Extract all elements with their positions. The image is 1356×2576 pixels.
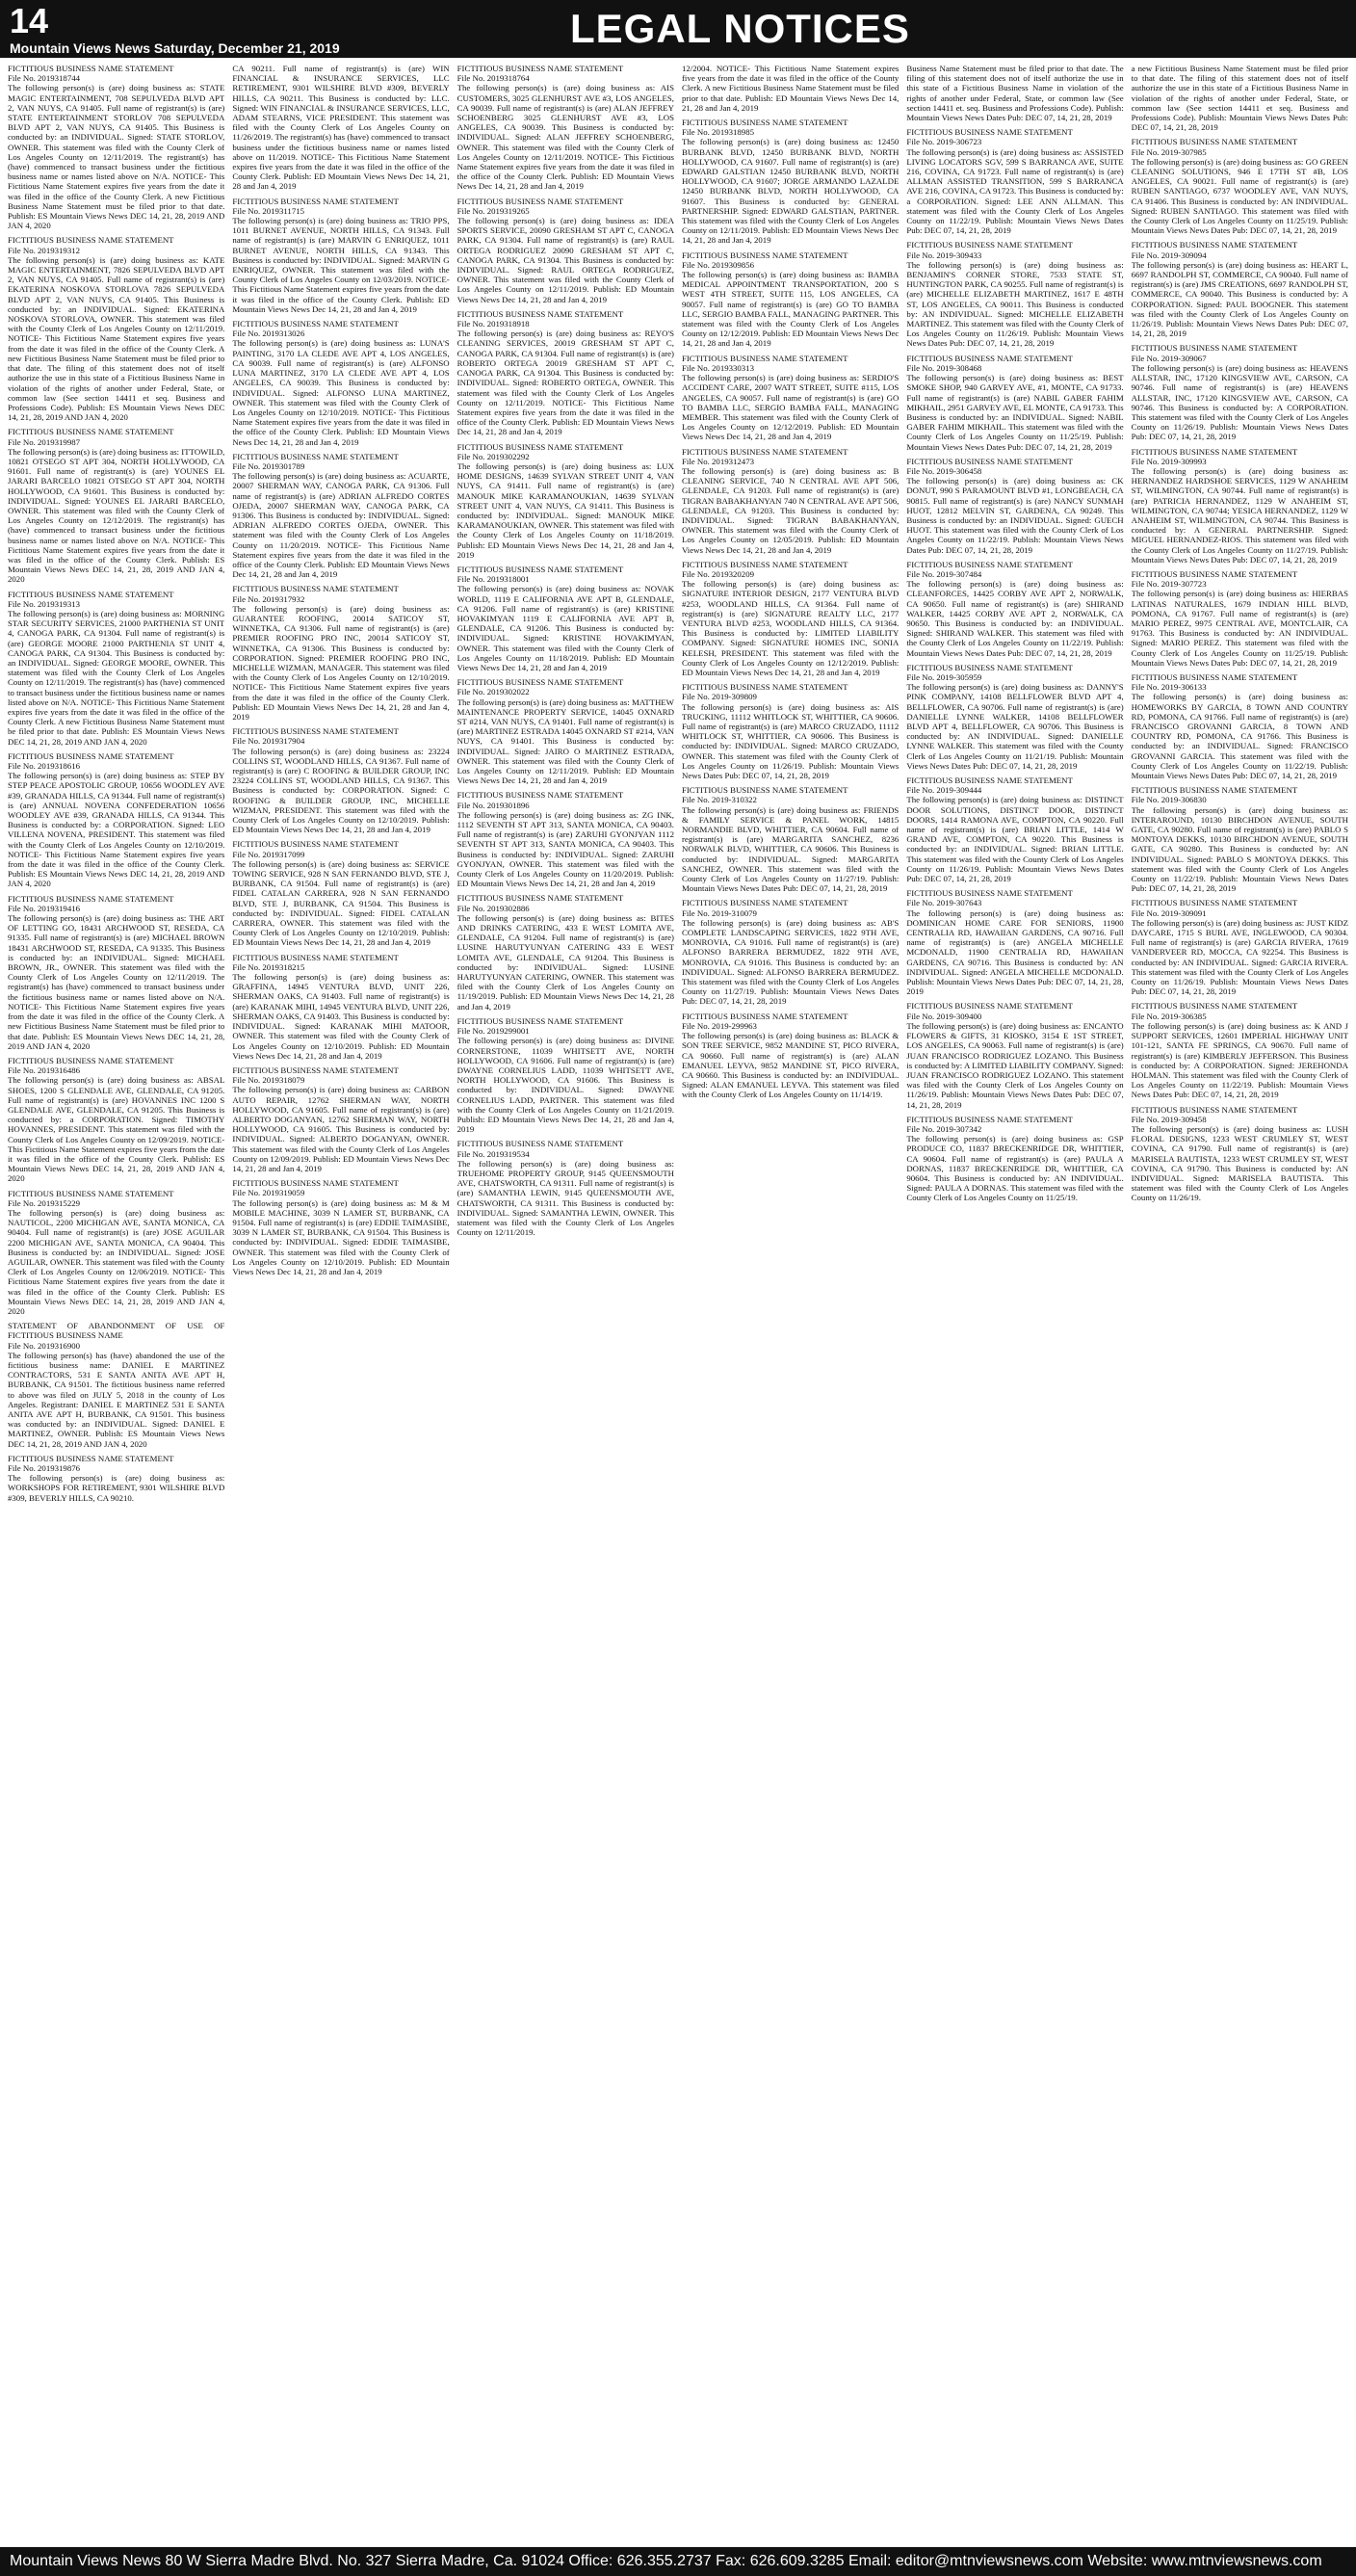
- notice-heading: FICTITIOUS BUSINESS NAME STATEMENT: [232, 1178, 399, 1189]
- notice-heading: FICTITIOUS BUSINESS NAME STATEMENT: [8, 1453, 174, 1463]
- notice-body: The following person(s) is (are) doing business as: 23224 COLLINS ST, WOODLAND HILLS, CA 91367. Full name of registrant(s) is (are) C ROOFING & BUILDER GROUP, INC 23224 COLLINS ST, WOODLAND HILLS, CA 91367. This Business is conducted by: CORPORATION. Signed: C ROOFING & BUILDER GROUP, INC, MICHELLE WIZMAN, PRESIDENT. This statement was filed with the County Clerk of Los Angeles County on 12/10/2019. Publish: ED Mountain Views News Dec 14, 21, 28 and Jan 4, 2019: [232, 746, 450, 835]
- legal-notice: [906, 1115, 1123, 1203]
- notice-file-number: File No. 2019299001: [456, 1026, 530, 1037]
- legal-notice: [906, 457, 1123, 555]
- notice-body: The following person(s) has (have) abandoned the use of the fictitious business name: DANIEL E MARTINEZ CONTRACTORS, 531 E SANTA ANITA AVE APT H, BURBANK, CA 91501. The fictitious business name referred to above was filed on JULY 5, 2018 in the county of Los Angeles. Registrant: DANIEL E MARTINEZ 531 E SANTA ANITA AVE APT H, BURBANK, CA 91501. This business was conducted by: an INDIVIDUAL. Signed: DANIEL E MARTINEZ, OWNER. Publish: ES Mountain Views News DEC 14, 21, 28, 2019 AND JAN 4, 2020: [8, 1350, 225, 1449]
- notice-heading: FICTITIOUS BUSINESS NAME STATEMENT: [681, 353, 848, 363]
- legal-notice: [232, 726, 449, 834]
- notice-body: The following person(s) is (are) doing business as: ITTOWILD, 10821 OTSEGO ST APT 304, NORTH HOLLYWOOD, CA 91601. Full name of registrant(s) is (are) YOUNES EL JARARI BARCELO 10821 OTSEGO ST APT 304, NORTH HOLLYWOOD, CA 91601. This Business is conducted by: INDIVIDUAL. Signed: YOUNES EL JARARI BARCELO, OWNER. This statement was filed with the County Clerk of Los Angeles County on 12/12/2019. The registrant(s) has (have) commenced to transact business under the fictitious business name or names listed above on N/A. NOTICE- This Fictitious Name Statement expires five years from the date it was filed in the office of the County Clerk. Publish: ES Mountain Views News DEC 14, 21, 28, 2019 AND JAN 4, 2020: [8, 446, 225, 585]
- notice-body: The following person(s) is (are) doing business as: SIGNATURE INTERIOR DESIGN, 2177 VENTURA BLVD #253, WOODLAND HILLS, CA 91364. Full name of registrant(s) is (are) SIGNATURE REALTY LLC, 2177 VENTURA BLVD #253, WOODLAND HILLS, CA 91364. This Business is conducted by: LIMITED LIABILITY COMPANY. Signed: SIGNATURE HOMES INC, SONIA KELESH, PRESIDENT. This statement was filed with the County Clerk of Los Angeles County on 12/12/2019. Publish: ED Mountain Views News Dec 14, 21, 28 and Jan 4, 2019: [681, 579, 900, 677]
- legal-notice: [457, 64, 674, 192]
- notice-body: 12/2004. NOTICE- This Fictitious Name Statement expires five years from the date it was filed in the office of the County Clerk. A new Fictitious Business Name Statement must be filed prior to that date. Publish: ED Mountain Views News Dec 14, 21, 28 and Jan 4, 2019: [681, 64, 900, 113]
- notice-body: The following person(s) is (are) doing business as: STEP BY STEP PEACE APOSTOLIC GROUP, 10656 WOODLEY AVE #39, GRANADA HILLS, CA 91344. Full name of registrant(s) is (are) ANNUAL NOVENA CONFEDERATION 10656 WOODLEY AVE #39, GRANADA HILLS, CA 91344. This Business is conducted by: a CORPORATION. Signed: LEO VILLENA NOVENA, PRESIDENT. This statement was filed with the County Clerk of Los Angeles County on 12/10/2019. NOTICE- This Fictitious Name Statement expires five years from the date it was filed in the office of the County Clerk. Publish: ES Mountain Views News DEC 14, 21, 28, 2019 AND JAN 4, 2020: [8, 771, 225, 889]
- notice-file-number: File No. 2019-307723: [1131, 579, 1207, 590]
- notice-body: The following person(s) is (are) doing business as: DOMINICAN HOME CARE FOR SENIORS, 11900 CENTRALIA RD, HAWAIIAN GARDENS, CA 90716. Full name of registrant(s) is (are) ANGELA MICHELLE MCDONALD, 11900 CENTRALIA RD, HAWAIIAN GARDENS, CA 90716. This Business is conducted by: AN INDIVIDUAL. Signed: ANGELA MICHELLE MCDONALD. Publish: Mountain Views News Dates Pub: DEC 07, 14, 21, 28, 2019: [906, 907, 1124, 997]
- notice-body: The following person(s) is (are) doing business as: MATTHEW MAINTENANCE PROPERTY SERVICE, 14045 OXNARD ST #214, VAN NUYS, CA 91401. Full name of registrant(s) is (are) MARTINEZ ESTRADA 14045 OXNARD ST #214, VAN NUYS, CA 91401. This Business is conducted by: INDIVIDUAL. Signed: JAIRO O MARTINEZ ESTRADA, OWNER. This statement was filed with the County Clerk of Los Angeles County on 12/11/2019. Publish: ED Mountain Views News Dec 14, 21, 28 and Jan 4, 2019: [456, 697, 674, 786]
- notice-file-number: File No. 2019-306385: [1131, 1011, 1207, 1021]
- legal-notice: [906, 775, 1123, 883]
- legal-notice: [8, 1454, 224, 1503]
- notice-body: The following person(s) is (are) doing business as: DANNY'S PINK COMPANY, 14108 BELLFLOWER BLVD APT 4, BELLFLOWER, CA 90706. Full name of registrant(s) is (are) DANIELLE LYNNE WALKER, 14108 BELLFLOWER BLVD APT 4, BELLFLOWER, CA 90706. This Business is conducted by: AN INDIVIDUAL. Signed: DANIELLE LYNNE WALKER. This statement was filed with the County Clerk of Los Angeles County on 11/21/19. Publish: Mountain Views News Dates Pub: DEC 07, 14, 21, 28, 2019: [906, 682, 1124, 771]
- page-footer: [0, 2547, 1356, 2576]
- notice-body: The following person(s) is (are) doing business as: TRUEHOME PROPERTY GROUP, 9145 QUEENSMOUTH AVE, CHATSWORTH, CA 91311. Full name of registrant(s) is (are) SAMANTHA LEWIN, 9145 QUEENSMOUTH AVE, CHATSWORTH, CA 91311. This Business is conducted by: INDIVIDUAL. Signed: SAMANTHA LEWIN, OWNER. This statement was filed with the County Clerk of Los Angeles County on 12/11/2019.: [456, 1158, 674, 1238]
- legal-notice: [906, 354, 1123, 452]
- notice-heading: FICTITIOUS BUSINESS NAME STATEMENT: [681, 559, 848, 569]
- notice-body: The following person(s) is (are) doing business as: HERNANDEZ HARDSHOE SERVICES, 1129 W ANAHEIM ST, WILMINGTON, CA 90744. Full name of registrant(s) is (are) PATRICIA HERNANDEZ, 1129 W ANAHEIM ST, WILMINGTON, CA 90744; YESICA HERNANDEZ, 1129 W ANAHEIM ST, WILMINGTON, CA 90744. This Business is conducted by: A GENERAL PARTNERSHIP. Signed: MIGUEL HERNANDEZ-RIOS. This statement was filed with the County Clerk of Los Angeles County on 11/27/19. Publish: Mountain Views News Dates Pub: DEC 07, 14, 21, 28, 2019: [1131, 465, 1348, 565]
- notice-body: The following person(s) is (are) doing business as: AIS TRUCKING, 11112 WHITLOCK ST, WHITTIER, CA 90606. Full name of registrant(s) is (are) MARCO CRUZADO, 11112 WHITLOCK ST, WHITTIER, CA 90606. This Business is conducted by: INDIVIDUAL. Signed: MARCO CRUZADO, OWNER. This statement was filed with the County Clerk of Los Angeles County on 11/26/19. Publish: Mountain Views News Dates Pub: DEC 07, 14, 21, 28, 2019: [681, 701, 900, 781]
- notice-heading: FICTITIOUS BUSINESS NAME STATEMENT: [456, 308, 624, 319]
- notice-heading: FICTITIOUS BUSINESS NAME STATEMENT: [456, 196, 624, 206]
- legal-notice: [457, 309, 674, 437]
- notice-body: Business Name Statement must be filed prior to that date. The filing of this statement does not of itself authorize the use in this state of a Fictitious Business Name in violation of the rights of another under Federal, State, or common law (See section 14411 et. seq. Business and Professions Code). Publish: Mountain Views News Dates Pub: DEC 07, 14, 21, 28, 2019: [906, 64, 1124, 123]
- legal-notice: [232, 953, 449, 1061]
- notice-file-number: File No. 2019301789: [232, 460, 305, 471]
- legal-notice: [1132, 672, 1348, 780]
- notice-body: The following person(s) is (are) doing business as: MORNING STAR SECURITY SERVICES, 21000 PARTHENIA ST UNIT 4, CANOGA PARK, CA 91304. Full name of registrant(s) is (are) GEORGE MOORE 21000 PARTHENIA ST UNIT 4, CANOGA PARK, CA 91304. This Business is conducted by: an INDIVIDUAL. Signed: GEORGE MOORE, OWNER. This statement was filed with the County Clerk of Los Angeles County on 12/11/2019. The registrant(s) has (have) commenced to transact business under the fictitious business name or names listed above on N/A. NOTICE- This Fictitious Name Statement expires five years from the date it was filed in the office of the County Clerk. A new Fictitious Business Name Statement must be filed prior to that date. Publish: ES Mountain Views News DEC 14, 21, 28, 2019 AND JAN 4, 2020: [8, 608, 225, 747]
- legal-notice: [457, 893, 674, 1011]
- notice-file-number: File No. 2019-309091: [1131, 907, 1207, 918]
- legal-notice: [232, 64, 449, 192]
- legal-notice: [1132, 1105, 1348, 1203]
- legal-notice: [1132, 64, 1348, 132]
- notice-body: The following person(s) is (are) doing business as: REYO'S CLEANING SERVICES, 20019 GRESHAM ST APT C, CANOGA PARK, CA 91304. Full name of registrant(s) is (are) ROBERTO ORTEGA 20019 GRESHAM ST APT C, CANOGA PARK, CA 91304. This Business is conducted by: INDIVIDUAL. Signed: ROBERTO ORTEGA, OWNER. This statement was filed with the County Clerk of Los Angeles County on 12/11/2019. NOTICE- This Fictitious Name Statement expires five years from the date it was filed in the office of the County Clerk. Publish: ED Mountain Views News Dec 14, 21, 28 and Jan 4, 2019: [456, 329, 674, 437]
- notice-body: The following person(s) is (are) doing business as: NAUTICOL, 2200 MICHIGAN AVE, SANTA MONICA, CA 90404. Full name of registrant(s) is (are) JOSE AGUILAR 2200 MICHIGAN AVE, SANTA MONICA, CA 90404. This Business is conducted by: an INDIVIDUAL. Signed: JOSE AGUILAR, OWNER. This statement was filed with the County Clerk of Los Angeles County on 12/06/2019. NOTICE- This Fictitious Name Statement expires five years from the date it was filed in the office of the County Clerk. Publish: ES Mountain Views News DEC 14, 21, 28, 2019 AND JAN 4, 2020: [8, 1207, 225, 1316]
- notice-file-number: File No. 2019317932: [232, 593, 305, 604]
- notice-body: CA 90211. Full name of registrant(s) is (are) WIN FINANCIAL & INSURANCE SERVICES, LLC RETIREMENT, 9301 WILSHIRE BLVD #309, BEVERLY HILLS, CA 90211. This Business is conducted by: LLC. Signed: WIN FINANCIAL & INSURANCE SERVICES, LLC, ADAM STEARNS, VICE PRESIDENT. This statement was filed with the County Clerk of Los Angeles County on 11/26/2019. The registrant(s) has (have) commenced to transact business under the fictitious business name or names listed above on 11/2019. NOTICE- This Fictitious Name Statement expires five years from the date it was filed in the office of the County Clerk. Publish: ED Mountain Views News Dec 14, 21, 28 and Jan 4, 2019: [232, 64, 450, 192]
- section-title: LEGAL NOTICES: [570, 6, 910, 51]
- notice-body: The following person(s) is (are) doing business as: 12450 BURBANK BLVD, 12450 BURBANK BLVD, NORTH HOLLYWOOD, CA 91607. Full name of registrant(s) is (are) EDWARD GALSTIAN 12450 BURBANK BLVD, NORTH HOLLYWOOD, CA 91607; JORGE ARMANDO LAZALDE 12450 BURBANK BLVD, NORTH HOLLYWOOD, CA 91607. This Business is conducted by: GENERAL PARTNERSHIP. Signed: EDWARD GALSTIAN, PARTNER. This statement was filed with the County Clerk of Los Angeles County on 12/11/2019. Publish: ED Mountain Views News Dec 14, 21, 28 and Jan 4, 2019: [681, 137, 900, 246]
- notice-heading: FICTITIOUS BUSINESS NAME STATEMENT: [906, 240, 1073, 250]
- notice-file-number: File No. 2019319312: [8, 245, 81, 255]
- legal-notice: [682, 250, 899, 349]
- notice-file-number: File No. 2019319313: [8, 598, 81, 609]
- notice-file-number: File No. 2019301896: [456, 800, 530, 810]
- notice-file-number: File No. 2019-307342: [906, 1123, 982, 1134]
- notice-body: The following person(s) is (are) doing business as: STATE MAGIC ENTERTAINMENT, 708 SEPULVEDA BLVD APT 2, VAN NUYS, CA 91405. Full name of registrant(s) is (are) STATE ENTERTAINMENT STORLOV 708 SEPULVEDA BLVD APT 2, VAN NUYS, CA 91405. This Business is conducted by: an INDIVIDUAL. Signed: STATE STORLOV, OWNER. This statement was filed with the County Clerk of Los Angeles County on 12/11/2019. The registrant(s) has (have) commenced to transact business under the fictitious business name or names listed above on N/A. NOTICE- This Fictitious Name Statement expires five years from the date it was filed in the office of the County Clerk. A new Fictitious Business Name Statement must be filed prior to that date. Publish: ES Mountain Views News DEC 14, 21, 28, 2019 AND JAN 4, 2020: [8, 83, 225, 231]
- notice-file-number: File No. 2019-309809: [681, 692, 757, 702]
- footer-contact-line: Mountain Views News 80 W Sierra Madre Blvd. No. 327 Sierra Madre, Ca. 91024 Office: 626.355.2737 Fax: 626.609.3285 Email: editor@mtnviewsnews.com Website: www.mtnviewsnews.com: [10, 2553, 1322, 2569]
- notice-file-number: File No. 2019-306133: [1131, 682, 1207, 693]
- legal-notice: [682, 447, 899, 555]
- notice-file-number: File No. 2019319876: [8, 1463, 81, 1474]
- notice-file-number: File No. 2019-309444: [906, 785, 982, 796]
- legal-notice: [8, 1056, 224, 1184]
- legal-notice: [1132, 569, 1348, 668]
- notice-body: The following person(s) is (are) doing business as: GUARANTEE ROOFING, 20014 SATICOY ST, WINNETKA, CA 91306. Full name of registrant(s) is (are) PREMIER ROOFING PRO INC, 20014 SATICOY ST, WINNETKA, CA 91306. This Business is conducted by: CORPORATION. Signed: PREMIER ROOFING PRO INC, MICHELLE WIZMAN, MANAGER. This statement was filed with the County Clerk of Los Angeles County on 12/10/2019. NOTICE- This Fictitious Name Statement expires five years from the date it was filed in the office of the County Clerk. Publish: ED Mountain Views News Dec 14, 21, 28 and Jan 4, 2019: [232, 603, 450, 722]
- notice-heading: FICTITIOUS BUSINESS NAME STATEMENT: [232, 584, 399, 594]
- legal-notice: [682, 560, 899, 677]
- notice-file-number: File No. 2019302292: [456, 451, 530, 461]
- notice-heading: FICTITIOUS BUSINESS NAME STATEMENT: [906, 456, 1073, 466]
- notice-heading: FICTITIOUS BUSINESS NAME STATEMENT: [906, 353, 1073, 363]
- notice-heading: FICTITIOUS BUSINESS NAME STATEMENT: [1131, 1104, 1298, 1115]
- legal-notice: [682, 682, 899, 780]
- notice-body: The following person(s) is (are) doing business as: HEART L, 6697 RANDOLPH ST, COMMERCE, CA 90040. Full name of registrant(s) is (are) JMS CREATIONS, 6697 RANDOLPH ST, COMMERCE, CA 90040. This Business is conducted by: A CORPORATION. Signed: PAUL BOOGNER. This statement was filed with the County Clerk of Los Angeles County on 11/26/19. Publish: Mountain Views News Dates Pub: DEC 07, 14, 21, 28, 2019: [1131, 259, 1348, 339]
- notice-heading: FICTITIOUS BUSINESS NAME STATEMENT: [8, 893, 174, 904]
- notice-body: The following person(s) is (are) doing business as: BLACK & SON TREE SERVICE, 9852 MANDINE ST, PICO RIVERA, CA 90660. Full name of registrant(s) is (are) ALAN EMANUEL LEYVA, 9852 MANDINE ST, PICO RIVERA, CA 90660. This Business is conducted by: an INDIVIDUAL. Signed: ALAN EMANUEL LEYVA. This statement was filed with the County Clerk of Los Angeles County on 11/14/19.: [681, 1031, 900, 1100]
- notice-heading: FICTITIOUS BUSINESS NAME STATEMENT: [8, 427, 174, 437]
- legal-notice: [1132, 240, 1348, 338]
- legal-notice: [1132, 898, 1348, 996]
- notice-file-number: File No. 2019317099: [232, 849, 305, 859]
- notice-body: The following person(s) is (are) doing business as: BAMBA MEDICAL APPOINTMENT TRANSPORTATION, 200 S WEST 4TH STREET, SUITE 115, LOS ANGELES, CA 90057. Full name of registrant(s) is (are) GO TO BAMBA LLC, SERGIO BAMBA FALL, MANAGING PARTNER. This statement was filed with the County Clerk of Los Angeles County on 12/12/2019. Publish: ED Mountain Views News Dec 14, 21, 28 and Jan 4, 2019: [681, 270, 900, 349]
- notice-body: The following person(s) is (are) doing business as: LUX HOME DESIGNS, 14639 SYLVAN STREET UNIT 4, VAN NUYS, CA 91411. Full name of registrant(s) is (are) MANOUK MIKE KARAMANOUKIAN, 14639 SYLVAN STREET UNIT 4, VAN NUYS, CA 91411. This Business is conducted by: INDIVIDUAL. Signed: MANOUK MIKE KARAMANOUKIAN, OWNER. This statement was filed with the County Clerk of Los Angeles County on 11/18/2019. Publish: ED Mountain Views News Dec 14, 21, 28 and Jan 4, 2019: [456, 460, 674, 560]
- notice-heading: FICTITIOUS BUSINESS NAME STATEMENT: [906, 1114, 1073, 1124]
- notice-file-number: File No. 2019312473: [681, 456, 755, 466]
- notice-file-number: File No. 2019-306830: [1131, 795, 1207, 805]
- notice-body: The following person(s) is (are) doing business as: TRIO PPS, 1011 BURNET AVENUE, NORTH HILLS, CA 91343. Full name of registrant(s) is (are) MARVIN G ENRIQUEZ, 1011 BURNET AVENUE, NORTH HILLS, CA 91343. This Business is conducted by: INDIVIDUAL. Signed: MARVIN G ENRIQUEZ, OWNER. This statement was filed with the County Clerk of Los Angeles County on 12/03/2019. NOTICE- This Fictitious Name Statement expires five years from the date it was filed in the office of the County Clerk. Publish: ED Mountain Views News Dec 14, 21, 28 and Jan 4, 2019: [232, 216, 450, 314]
- notice-file-number: File No. 2019318918: [456, 319, 530, 329]
- notice-body: The following person(s) is (are) doing business as: JUST KIDZ DAYCARE, 1715 S BURL AVE, INGLEWOOD, CA 90304. Full name of registrant(s) is (are) GARCIA RIVERA, 17619 VANDERVEER RD, MOCCA, CA 92254. This Business is conducted by: AN INDIVIDUAL. Signed: GARCIA RIVERA. This statement was filed with the County Clerk of Los Angeles County on 11/26/19. Publish: Mountain Views News Dates Pub: DEC 07, 14, 21, 28, 2019: [1131, 917, 1348, 997]
- notice-body: The following person(s) is (are) doing business as: ABSAL SHOES, 1200 S GLENDALE AVE, GLENDALE, CA 91205. Full name of registrant(s) is (are) HOVANNES INC 1200 S GLENDALE AVE, GLENDALE, CA 91205. This Business is conducted by: a CORPORATION. Signed: TIMOTHY HOVANNES, PRESIDENT. This statement was filed with the County Clerk of Los Angeles County on 12/09/2019. NOTICE- This Fictitious Name Statement expires five years from the date it was filed in the office of the County Clerk. Publish: ES Mountain Views News DEC 14, 21, 28, 2019 AND JAN 4, 2020: [8, 1075, 225, 1184]
- notice-heading: FICTITIOUS BUSINESS NAME STATEMENT: [232, 726, 399, 737]
- notice-columns: [8, 64, 1348, 2544]
- notice-body: The following person(s) is (are) doing business as: CLEANFORCES, 14425 CORBY AVE APT 2, NORWALK, CA 90650. Full name of registrant(s) is (are) SHIRAND WALKER, 14425 CORBY AVE APT 2, NORWALK, CA 90650. This Business is conducted by: an INDIVIDUAL. Signed: SHIRAND WALKER. This statement was filed with the County Clerk of Los Angeles County on 11/22/19. Publish: Mountain Views News Dates Pub: DEC 07, 14, 21, 28, 2019: [906, 579, 1124, 658]
- notice-heading: FICTITIOUS BUSINESS NAME STATEMENT: [456, 790, 624, 801]
- legal-notice: [682, 118, 899, 246]
- notice-heading: FICTITIOUS BUSINESS NAME STATEMENT: [8, 1188, 174, 1198]
- notice-body: The following person(s) is (are) doing business as: HIERBAS LATINAS NATURALES, 1679 INDIAN HILL BLVD, POMONA, CA 91767. Full name of registrant(s) is (are) MARIO PEREZ, 9975 CENTRAL AVE, MONTCLAIR, CA 91763. This Business is conducted by: AN INDIVIDUAL. Signed: MARIO PEREZ. This statement was filed with the County Clerk of Los Angeles County on 11/25/19. Publish: Mountain Views News Dates Pub: DEC 07, 14, 21, 28, 2019: [1131, 589, 1348, 668]
- notice-column: [8, 64, 224, 2544]
- notice-body: The following person(s) is (are) doing business as: SERVICE TOWING SERVICE, 928 N SAN FERNANDO BLVD, STE J, BURBANK, CA 91504. Full name of registrant(s) is (are) FIDEL CATALAN CARRERA, 928 N SAN FERNANDO BLVD, STE J, BURBANK, CA 91504. This Business is conducted by: INDIVIDUAL. Signed: FIDEL CATALAN CARRERA, OWNER. This statement was filed with the County Clerk of Los Angeles County on 12/10/2019. Publish: ED Mountain Views News Dec 14, 21, 28 and Jan 4, 2019: [232, 858, 450, 948]
- notice-file-number: File No. 2019320209: [681, 568, 755, 579]
- notice-column: [682, 64, 899, 2544]
- notice-body: The following person(s) is (are) doing business as: ZG INK, 1112 SEVENTH ST APT 313, SANTA MONICA, CA 90403. Full name of registrant(s) is (are) ZARUHI GYONJYAN 1112 SEVENTH ST APT 313, SANTA MONICA, CA 90403. This Business is conducted by: INDIVIDUAL. Signed: ZARUHI GYONJYAN, OWNER. This statement was filed with the County Clerk of Los Angeles County on 11/20/2019. Publish: ED Mountain Views News Dec 14, 21, 28 and Jan 4, 2019: [456, 809, 674, 889]
- notice-body: The following person(s) is (are) doing business as: LUNA'S PAINTING, 3170 LA CLEDE AVE APT 4, LOS ANGELES, CA 90039. Full name of registrant(s) is (are) ALFONSO LUNA MARTINEZ, 3170 LA CLEDE AVE APT 4, LOS ANGELES, CA 90039. This Business is conducted by: INDIVIDUAL. Signed: ALFONSO LUNA MARTINEZ, OWNER. This statement was filed with the County Clerk of Los Angeles County on 12/10/2019. NOTICE- This Fictitious Name Statement expires five years from the date it was filed in the office of the County Clerk. Publish: ED Mountain Views News Dec 14, 21, 28 and Jan 4, 2019: [232, 338, 450, 447]
- notice-body: The following person(s) is (are) doing business as: CARBON AUTO REPAIR, 12762 SHERMAN WAY, NORTH HOLLYWOOD, CA 91605. Full name of registrant(s) is (are) ALBERTO DOGANYAN, 12762 SHERMAN WAY, NORTH HOLLYWOOD, CA 91605. This Business is conducted by: INDIVIDUAL. Signed: ALBERTO DOGANYAN, OWNER. This statement was filed with the County Clerk of Los Angeles County on 12/09/2019. Publish: ED Mountain Views News Dec 14, 21, 28 and Jan 4, 2019: [232, 1085, 450, 1173]
- notice-file-number: File No. 2019318215: [232, 961, 305, 972]
- notice-file-number: File No. 2019319987: [8, 436, 81, 447]
- legal-notice: [457, 1139, 674, 1237]
- notice-body: The following person(s) is (are) doing business as: SERDIO'S ACCIDENT CARE, 2007 WATT STREET, SUITE #115, LOS ANGELES, CA 90057. Full name of registrant(s) is (are) GO TO BAMBA LLC, SERGIO BAMBA FALL, MANAGING MEMBER. This statement was filed with the County Clerk of Los Angeles County on 12/12/2019. Publish: ED Mountain Views News Dec 14, 21, 28 and Jan 4, 2019: [681, 373, 900, 442]
- notice-file-number: File No. 2019-309458: [1131, 1114, 1207, 1124]
- legal-notice: [906, 127, 1123, 235]
- notice-heading: FICTITIOUS BUSINESS NAME STATEMENT: [681, 898, 848, 908]
- notice-file-number: File No. 2019319059: [232, 1188, 305, 1198]
- notice-file-number: File No. 2019311715: [232, 205, 305, 216]
- notice-file-number: File No. 2019302022: [456, 687, 530, 697]
- notice-file-number: File No. 2019-307643: [906, 898, 982, 908]
- notice-file-number: File No. 2019319416: [8, 903, 81, 913]
- notice-body: The following person(s) is (are) doing business as: INTERAROUND, 10130 BIRCHDON AVENUE, SOUTH GATE, CA 90280. Full name of registrant(s) is (are) PABLO S MONTOYA DEKKS, 10130 BIRCHDON AVENUE, SOUTH GATE, CA 90280. This Business is conducted by: AN INDIVIDUAL. Signed: PABLO S MONTOYA DEKKS. This statement was filed with the County Clerk of Los Angeles County on 11/22/19. Publish: Mountain Views News Dates Pub: DEC 07, 14, 21, 28, 2019: [1131, 804, 1348, 894]
- notice-heading: FICTITIOUS BUSINESS NAME STATEMENT: [8, 235, 174, 246]
- notice-body: The following person(s) is (are) doing business as: K AND J SUPPORT SERVICES, 12601 IMPERIAL HIGHWAY UNIT 101-121, SANTA FE SPRINGS, CA 90670. Full name of registrant(s) is (are) KIMBERLY JEFFERSON. This Business is conducted by: A CORPORATION. Signed: JEREHONDA HOLMAN. This statement was filed with the County Clerk of Los Angeles County on 11/22/19. Publish: Mountain Views News Dates Pub: DEC 07, 14, 21, 28, 2019: [1131, 1020, 1348, 1100]
- notice-file-number: File No. 2019-307985: [1131, 146, 1207, 157]
- notice-file-number: File No. 2019318616: [8, 761, 81, 772]
- legal-notice: [682, 1012, 899, 1100]
- legal-notice: [906, 240, 1123, 348]
- notice-body: The following person(s) is (are) doing business as: BEST SMOKE SHOP, 940 GARVEY AVE, #1, MONTE, CA 91733. Full name of registrant(s) is (are) NABIL GABER FAHIM MIKHAIL, 2951 GARVEY AVE, EL MONTE, CA 91733. This Business is conducted by: an INDIVIDUAL. Signed: NABIL GABER FAHIM MIKHAIL. This statement was filed with the County Clerk of Los Angeles County on 11/25/19. Publish: Mountain Views News Dates Pub: DEC 07, 14, 21, 28, 2019: [906, 373, 1124, 452]
- notice-heading: FICTITIOUS BUSINESS NAME STATEMENT: [906, 559, 1073, 569]
- notice-heading: FICTITIOUS BUSINESS NAME STATEMENT: [8, 64, 174, 73]
- notice-heading: FICTITIOUS BUSINESS NAME STATEMENT: [906, 127, 1073, 138]
- legal-notice: [232, 584, 449, 722]
- notice-file-number: File No. 2019-309993: [1131, 456, 1207, 466]
- notice-heading: FICTITIOUS BUSINESS NAME STATEMENT: [456, 1015, 624, 1026]
- notice-heading: FICTITIOUS BUSINESS NAME STATEMENT: [906, 662, 1073, 672]
- notice-body: The following person(s) is (are) doing business as: LUSH FLORAL DESIGNS, 1233 WEST CRUMLEY ST, WEST COVINA, CA 91790. Full name of registrant(s) is (are) MARISELA BAUTISTA, 1233 WEST CRUMLEY ST, WEST COVINA, CA 91790. This Business is conducted by: AN INDIVIDUAL. Signed: MARISELA BAUTISTA. This statement was filed with the County Clerk of Los Angeles County on 11/26/19.: [1131, 1123, 1348, 1203]
- notice-heading: FICTITIOUS BUSINESS NAME STATEMENT: [1131, 671, 1298, 682]
- notice-heading: FICTITIOUS BUSINESS NAME STATEMENT: [1131, 568, 1298, 579]
- notice-body: The following person(s) is (are) doing business as: HOMEWORKS BY GARCIA, 8 TOWN AND COUNTRY RD, POMONA, CA 91766. Full name of registrant(s) is (are) FRANCISCO GROVANNI GARCIA, 8 TOWN AND COUNTRY RD, POMONA, CA 91766. This Business is conducted by: an INDIVIDUAL. Signed: FRANCISCO GROVANNI GARCIA. This statement was filed with the County Clerk of Los Angeles County on 11/22/19. Publish: Mountain Views News Dates Pub: DEC 07, 14, 21, 28, 2019: [1131, 692, 1348, 781]
- notice-body: The following person(s) is (are) doing business as: DIVINE CORNERSTONE, 11039 WHITSETT AVE, NORTH HOLLYWOOD, CA 91606. Full name of registrant(s) is (are) DWAYNE CORNELIUS LADD, 11039 WHITSETT AVE, NORTH HOLLYWOOD, CA 91606. This Business is conducted by: INDIVIDUAL. Signed: DWAYNE CORNELIUS LADD, PARTNER. This statement was filed with the County Clerk of Los Angeles County on 11/21/2019. Publish: ED Mountain Views News Dec 14, 21, 28 and Jan 4, 2019: [456, 1036, 674, 1135]
- legal-notice: [906, 1001, 1123, 1109]
- legal-notice: [906, 64, 1123, 122]
- notice-heading: FICTITIOUS BUSINESS NAME STATEMENT: [456, 677, 624, 688]
- notice-body: The following person(s) is (are) doing business as: M & M MOBILE MACHINE, 3039 N LAMER ST, BURBANK, CA 91504. Full name of registrant(s) is (are) EDDIE TAIMASIBE, 3039 N LAMER ST, BURBANK, CA 91504. This Business is conducted by: INDIVIDUAL. Signed: EDDIE TAIMASIBE, OWNER. This statement was filed with the County Clerk of Los Angeles County on 12/10/2019. Publish: ED Mountain Views News Dec 14, 21, 28 and Jan 4, 2019: [232, 1197, 450, 1276]
- legal-notice: [8, 235, 224, 422]
- notice-file-number: File No. 2019318001: [456, 574, 530, 585]
- legal-notice: [1132, 137, 1348, 235]
- notice-body: The following person(s) is (are) doing business as: WORKSHOPS FOR RETIREMENT, 9301 WILSHIRE BLVD #309, BEVERLY HILLS, CA 90210.: [8, 1473, 225, 1503]
- notice-body: a new Fictitious Business Name Statement must be filed prior to that date. The filing of this statement does not of itself authorize the use in this state of a Fictitious Business Name in violation of the rights of another under Federal, State, or common law (See section 14411 et seq. Business and Professions Code). Publish: Mountain Views News Dates Pub: DEC 07, 14, 21, 28, 2019: [1131, 64, 1348, 133]
- notice-file-number: File No. 2019-308468: [906, 362, 982, 373]
- legal-notice: [232, 452, 449, 580]
- notice-heading: FICTITIOUS BUSINESS NAME STATEMENT: [1131, 446, 1298, 457]
- legal-notice: [1132, 785, 1348, 893]
- notice-body: The following person(s) is (are) doing business as: AIS CUSTOMERS, 3025 GLENHURST AVE #3, LOS ANGELES, CA 90039. Full name of registrant(s) is (are) ALAN JEFFREY SCHOENBERG 3025 GLENHURST AVE #3, LOS ANGELES, CA 90039. This Business is conducted by: INDIVIDUAL. Signed: ALAN JEFFREY SCHOENBERG, OWNER. This statement was filed with the County Clerk of Los Angeles County on 12/11/2019. NOTICE- This Fictitious Name Statement expires five years from the date it was filed in the office of the County Clerk. Publish: ED Mountain Views News Dec 14, 21, 28 and Jan 4, 2019: [456, 83, 674, 192]
- legal-notice: [682, 898, 899, 1006]
- notice-heading: FICTITIOUS BUSINESS NAME STATEMENT: [681, 250, 848, 260]
- notice-heading: FICTITIOUS BUSINESS NAME STATEMENT: [1131, 240, 1298, 250]
- legal-notice: [1132, 1001, 1348, 1099]
- notice-file-number: File No. 2019-309067: [1131, 353, 1207, 363]
- legal-notice: [1132, 343, 1348, 441]
- notice-body: The following person(s) is (are) doing business as: GO GREEN CLEANING SOLUTIONS, 946 E 17TH ST #B, LOS ANGELES, CA 90021. Full name of registrant(s) is (are) RUBEN SANTIAGO, 6737 WOODLEY AVE, VAN NUYS, CA 91406. This Business is conducted by: AN INDIVIDUAL. Signed: RUBEN SANTIAGO. This statement was filed with the County Clerk of Los Angeles County on 11/25/19. Publish: Mountain Views News Dates Pub: DEC 07, 14, 21, 28, 2019: [1131, 156, 1348, 236]
- notice-column: [906, 64, 1123, 2544]
- notice-heading: FICTITIOUS BUSINESS NAME STATEMENT: [232, 196, 399, 206]
- notice-heading: FICTITIOUS BUSINESS NAME STATEMENT: [456, 1139, 624, 1149]
- notice-file-number: File No. 2019-310079: [681, 907, 757, 918]
- legal-notice: [232, 319, 449, 447]
- legal-notice: [457, 677, 674, 785]
- legal-notice: [457, 790, 674, 888]
- legal-notice: [232, 839, 449, 947]
- notice-file-number: File No. 2019-309400: [906, 1011, 982, 1021]
- legal-notice: [8, 590, 224, 747]
- legal-notice: [8, 1321, 224, 1449]
- notice-body: The following person(s) is (are) doing business as: FRIENDS & FAMILY SERVICE & PANEL WORK, 14815 NORMANDIE BLVD, WHITTIER, CA 90604. Full name of registrant(s) is (are) MARGARITA SANCHEZ, 8236 NORWALK BLVD, WHITTIER, CA 90606. This Business is conducted by: INDIVIDUAL. Signed: MARGARITA SANCHEZ, OWNER. This statement was filed with the County Clerk of Los Angeles County on 11/27/19. Publish: Mountain Views News Dates Pub: DEC 07, 14, 21, 28, 2019: [681, 804, 900, 894]
- notice-heading: FICTITIOUS BUSINESS NAME STATEMENT: [681, 682, 848, 693]
- legal-notice: [906, 888, 1123, 996]
- legal-notice: [457, 197, 674, 304]
- notice-file-number: File No. 2019317904: [232, 736, 305, 747]
- notice-body: The following person(s) is (are) doing business as: ASSISTED LIVING LOCATORS SGV, 599 S BARRANCA AVE, SUITE 216, COVINA, CA 91723. Full name of registrant(s) is (are) ALLMAN ASSISTED TRANSITION, 599 S BARRANCA AVE 216, COVINA, CA 91723. This Business is conducted by: a CORPORATION. Signed: LEE ANN ALLMAN. This statement was filed with the County Clerk of Los Angeles County on 11/22/19. Publish: Mountain Views News Dates Pub: DEC 07, 14, 21, 28, 2019: [906, 146, 1124, 236]
- notice-heading: FICTITIOUS BUSINESS NAME STATEMENT: [8, 589, 174, 599]
- notice-body: The following person(s) is (are) doing business as: BENJAMIN'S CORNER STORE, 7533 STATE ST, HUNTINGTON PARK, CA 90255. Full name of registrant(s) is (are) MICHELLE ELIZABETH MARTINEZ, 1617 E 48TH ST, LOS ANGELES, CA 90011. This Business is conducted by: AN INDIVIDUAL. Signed: MICHELLE ELIZABETH MARTINEZ. This statement was filed with the County Clerk of Los Angeles County on 11/26/19. Publish: Mountain Views News Dates Pub: DEC 07, 14, 21, 28, 2019: [906, 259, 1124, 349]
- notice-heading: FICTITIOUS BUSINESS NAME STATEMENT: [8, 1055, 174, 1065]
- notice-file-number: File No. 2019-306723: [906, 137, 982, 147]
- notice-body: The following person(s) is (are) doing business as: ACUARTE, 20007 SHERMAN WAY, CANOGA PARK, CA 91306. Full name of registrant(s) is (are) ADRIAN ALFREDO CORTES OJEDA, 20007 SHERMAN WAY, CANOGA PARK, CA 91306. This Business is conducted by: INDIVIDUAL. Signed: ADRIAN ALFREDO CORTES OJEDA, OWNER. This statement was filed with the County Clerk of Los Angeles County on 11/20/2019. NOTICE- This Fictitious Name Statement expires five years from the date it was filed in the office of the County Clerk. Publish: ED Mountain Views News Dec 14, 21, 28 and Jan 4, 2019: [232, 471, 450, 580]
- legal-notice: [232, 197, 449, 314]
- notice-heading: FICTITIOUS BUSINESS NAME STATEMENT: [1131, 785, 1298, 796]
- notice-heading: FICTITIOUS BUSINESS NAME STATEMENT: [906, 775, 1073, 786]
- notice-body: The following person(s) is (are) doing business as: GRAFFINA, 14945 VENTURA BLVD, UNIT 226, SHERMAN OAKS, CA 91403. Full name of registrant(s) is (are) KARANAK MIHI, 14945 VENTURA BLVD, UNIT 226, SHERMAN OAKS, CA 91403. This Business is conducted by: INDIVIDUAL. Signed: KARANAK MIHI MATOOR, OWNER. This statement was filed with the County Clerk of Los Angeles County on 12/10/2019. Publish: ED Mountain Views News Dec 14, 21, 28 and Jan 4, 2019: [232, 972, 450, 1061]
- notice-heading: FICTITIOUS BUSINESS NAME STATEMENT: [1131, 898, 1298, 908]
- notice-file-number: File No. 2019319534: [456, 1148, 530, 1159]
- notice-heading: FICTITIOUS BUSINESS NAME STATEMENT: [232, 451, 399, 461]
- notice-heading: FICTITIOUS BUSINESS NAME STATEMENT: [232, 1065, 399, 1075]
- legal-notice: [682, 354, 899, 442]
- notice-file-number: File No. 2019330313: [681, 362, 755, 373]
- notice-file-number: File No. 2019316900: [8, 1340, 81, 1351]
- notice-file-number: File No. 2019-310322: [681, 795, 757, 805]
- notice-file-number: File No. 2019318079: [232, 1075, 305, 1086]
- notice-body: The following person(s) is (are) doing business as: GSP PRODUCE CO, 11837 BRECKENRIDGE DR, WHITTIER, CA 90604. Full name of registrant(s) is (are) PAULA A DORNAS, 11837 BRECKENRIDGE DR, WHITTIER, CA 90604. This Business is conducted by: AN INDIVIDUAL. Signed: PAULA A DORNAS. This statement was filed with the County Clerk of Los Angeles County on 11/25/19.: [906, 1134, 1124, 1203]
- legal-notice: [682, 64, 899, 113]
- masthead-date: Mountain Views News Saturday, December 21, 2019: [10, 40, 340, 56]
- notice-heading: FICTITIOUS BUSINESS NAME STATEMENT: [681, 1011, 848, 1021]
- legal-notice: [457, 442, 674, 560]
- notice-heading: FICTITIOUS BUSINESS NAME STATEMENT: [232, 839, 399, 850]
- notice-body: The following person(s) is (are) doing business as: IDEA SPORTS SERVICE, 20090 GRESHAM ST APT C, CANOGA PARK, CA 91304. Full name of registrant(s) is (are) RAUL ORTEGA RODRIGUEZ 20090 GRESHAM ST APT C, CANOGA PARK, CA 91304. This Business is conducted by: INDIVIDUAL. Signed: RAUL ORTEGA RODRIGUEZ, OWNER. This statement was filed with the County Clerk of Los Angeles County on 12/11/2019. Publish: ED Mountain Views News Dec 14, 21, 28 and Jan 4, 2019: [456, 216, 674, 304]
- notice-heading: FICTITIOUS BUSINESS NAME STATEMENT: [8, 750, 174, 761]
- notice-file-number: File No. 2019-299963: [681, 1020, 757, 1031]
- notice-body: The following person(s) is (are) doing business as: B CLEANING SERVICE, 740 N CENTRAL AVE APT 506, GLENDALE, CA 91203. Full name of registrant(s) is (are) TIGRAN BABAKHANYAN 740 N CENTRAL AVE APT 506, GLENDALE, CA 91203. This Business is conducted by: INDIVIDUAL. Signed: TIGRAN BABAKHANYAN, OWNER. This statement was filed with the County Clerk of Los Angeles County on 12/05/2019. Publish: ED Mountain Views News Dec 14, 21, 28 and Jan 4, 2019: [681, 465, 900, 555]
- notice-heading: FICTITIOUS BUSINESS NAME STATEMENT: [456, 564, 624, 574]
- legal-notice: [906, 663, 1123, 771]
- legal-notice: [8, 1189, 224, 1317]
- notice-heading: FICTITIOUS BUSINESS NAME STATEMENT: [681, 446, 848, 457]
- legal-notice: [232, 1065, 449, 1173]
- notice-body: The following person(s) is (are) doing business as: HEAVENS ALLSTAR, INC, 17120 KINGSVIEW AVE, CARSON, CA 90746. Full name of registrant(s) is (are) HEAVENS ALLSTAR, INC, 17120 KINGSVIEW AVE, CARSON, CA 90746. This Business is conducted by: A CORPORATION. This statement was filed with the County Clerk of Los Angeles County on 11/26/19. Publish: Mountain Views News Dates Pub: DEC 07, 14, 21, 28, 2019: [1131, 362, 1348, 442]
- notice-file-number: File No. 2019302886: [456, 903, 530, 913]
- notice-heading: FICTITIOUS BUSINESS NAME STATEMENT: [906, 888, 1073, 899]
- notice-file-number: File No. 2019318764: [456, 73, 530, 84]
- notice-file-number: File No. 2019315229: [8, 1197, 81, 1208]
- notice-heading: FICTITIOUS BUSINESS NAME STATEMENT: [456, 441, 624, 452]
- legal-notice: [457, 565, 674, 672]
- notice-column: [232, 64, 449, 2544]
- notice-file-number: File No. 2019-306458: [906, 465, 982, 476]
- notice-heading: FICTITIOUS BUSINESS NAME STATEMENT: [232, 952, 399, 962]
- notice-heading: FICTITIOUS BUSINESS NAME STATEMENT: [1131, 1001, 1298, 1012]
- notice-file-number: File No. 2019316486: [8, 1065, 81, 1076]
- notice-file-number: File No. 2019319265: [456, 205, 530, 216]
- notice-file-number: File No. 2019309856: [681, 259, 755, 270]
- notice-heading: FICTITIOUS BUSINESS NAME STATEMENT: [232, 319, 399, 329]
- notice-body: The following person(s) is (are) doing business as: KATE MAGIC ENTERTAINMENT, 7826 SEPULVEDA BLVD APT 2, VAN NUYS, CA 91405. Full name of registrant(s) is (are) EKATERINA NOSKOVA STORLOVA 7826 SEPULVEDA BLVD APT 2, VAN NUYS, CA 91405. This Business is conducted by: an INDIVIDUAL. Signed: EKATERINA NOSKOVA STORLOVA, OWNER. This statement was filed with the County Clerk of Los Angeles County on 12/11/2019. NOTICE- This Fictitious Name Statement expires five years from the date it was filed in the office of the County Clerk. A new Fictitious Business Name Statement must be filed prior to that date. The filing of this statement does not of itself authorize the use in this state of a Fictitious Business Name in violation of the rights of another under Federal, State, or common law (See section 14411 et seq. Business and Professions Code). Publish: ES Mountain Views News DEC 14, 21, 28, 2019 AND JAN 4, 2020: [8, 254, 225, 423]
- notice-heading: FICTITIOUS BUSINESS NAME STATEMENT: [681, 785, 848, 796]
- page-header: [0, 0, 1356, 58]
- notice-file-number: File No. 2019-307484: [906, 568, 982, 579]
- notice-heading: FICTITIOUS BUSINESS NAME STATEMENT: [1131, 137, 1298, 147]
- notice-body: The following person(s) is (are) doing business as: NOVAK WORLD, 1119 E CALIFORNIA AVE APT B, GLENDALE, CA 91206. Full name of registrant(s) is (are) KRISTINE HOVAKIMYAN 1119 E CALIFORNIA AVE APT B, GLENDALE, CA 91206. This Business is conducted by: INDIVIDUAL. Signed: KRISTINE HOVAKIMYAN, OWNER. This statement was filed with the County Clerk of Los Angeles County on 11/18/2019. Publish: ED Mountain Views News Dec 14, 21, 28 and Jan 4, 2019: [456, 584, 674, 672]
- legal-notice: [232, 1178, 449, 1276]
- notice-heading: FICTITIOUS BUSINESS NAME STATEMENT: [456, 64, 624, 73]
- notice-body: The following person(s) is (are) doing business as: DISTINCT DOOR SOLUTIONS, DISTINCT DOOR, DISTINCT DOORS, 1414 RAMONA AVE, COMPTON, CA 90220. Full name of registrant(s) is (are) BRIAN LITTLE, 1414 W GRAND AVE, COMPTON, CA 90220. This Business is conducted by: an INDIVIDUAL. Signed: BRIAN LITTLE. This statement was filed with the County Clerk of Los Angeles County on 11/26/19. Publish: Mountain Views News Dates Pub: DEC 07, 14, 21, 28, 2019: [906, 795, 1124, 884]
- notice-column: [1132, 64, 1348, 2544]
- notice-body: The following person(s) is (are) doing business as: BITES AND DRINKS CATERING, 433 E WEST LOMITA AVE, GLENDALE, CA 91204. Full name of registrant(s) is (are) LUSINE HARUTYUNYAN CATERING 433 E WEST LOMITA AVE, GLENDALE, CA 91204. This Business is conducted by: INDIVIDUAL. Signed: LUSINE HARUTYUNYAN CATERING, OWNER. This statement was filed with the County Clerk of Los Angeles County on 11/19/2019. Publish: ED Mountain Views News Dec 14, 21, 28 and Jan 4, 2019: [456, 912, 674, 1012]
- notice-file-number: File No. 2019318744: [8, 73, 81, 84]
- notice-heading: FICTITIOUS BUSINESS NAME STATEMENT: [456, 893, 624, 904]
- notice-body: The following person(s) is (are) doing business as: ENCANTO FLOWERS & GIFTS, 31 KIOSKO, 3154 E 1ST STREET, LOS ANGELES, CA 90063. Full name of registrant(s) is (are) JUAN FRANCISCO RODRIGUEZ LOZANO. This Business is conducted by: A LIMITED LIABILITY COMPANY. Signed: JUAN FRANCISCO RODRIGUEZ LOZANO. This statement was filed with the County Clerk of Los Angeles County on 11/26/19. Publish: Mountain Views News Dates Pub: DEC 07, 14, 21, 28, 2019: [906, 1020, 1124, 1110]
- legal-notice: [8, 894, 224, 1051]
- notice-file-number: File No. 2019-305959: [906, 671, 982, 682]
- notice-heading: STATEMENT OF ABANDONMENT OF USE OF FICTITIOUS BUSINESS NAME: [8, 1321, 225, 1341]
- legal-notice: [8, 427, 224, 584]
- legal-notice: [1132, 447, 1348, 565]
- notice-body: The following person(s) is (are) doing business as: THE ART OF LETTING GO, 18431 ARCHWOOD ST, RESEDA, CA 91335. Full name of registrant(s) is (are) MICHAEL BROWN 18431 ARCHWOOD ST, RESEDA, CA 91335. This Business is conducted by: an INDIVIDUAL. Signed: MICHAEL BROWN, JR., OWNER. This statement was filed with the County Clerk of Los Angeles County on 12/11/2019. The registrant(s) has (have) commenced to transact business under the fictitious business name or names listed above on N/A. NOTICE- This Fictitious Name Statement expires five years from the date it was filed in the office of the County Clerk. A new Fictitious Business Name Statement must be filed prior to that date. Publish: ES Mountain Views News DEC 14, 21, 28, 2019 AND JAN 4, 2020: [8, 913, 225, 1051]
- legal-notice: [457, 1016, 674, 1134]
- notice-heading: FICTITIOUS BUSINESS NAME STATEMENT: [906, 1001, 1073, 1012]
- notice-body: The following person(s) is (are) doing business as: CK DONUT, 990 S PARAMOUNT BLVD #1, LONGBEACH, CA 90815. Full name of registrant(s) is (are) NANCY SUNMAH HUOT, 12812 MELVIN ST, GARDENA, CA 90249. This Business is conducted by: an INDIVIDUAL. Signed: GUECH HUOT. This statement was filed with the County Clerk of Los Angeles County on 11/22/19. Publish: Mountain Views News Dates Pub: DEC 07, 14, 21, 28, 2019: [906, 476, 1124, 555]
- notice-file-number: File No. 2019313026: [232, 329, 305, 339]
- legal-notice: [906, 560, 1123, 658]
- notice-file-number: File No. 2019318985: [681, 127, 755, 138]
- notice-body: The following person(s) is (are) doing business as: AB'S COMPLETE LANDSCAPING SERVICES, 1822 9TH AVE, MONROVIA, CA 91016. Full name of registrant(s) is (are) ALFONSO BARRERA BERMUDEZ, 1822 9TH AVE, MONROVIA, CA 91016. This Business is conducted by: an INDIVIDUAL. Signed: ALFONSO BARRERA BERMUDEZ. This statement was filed with the County Clerk of Los Angeles County on 11/27/19. Publish: Mountain Views News Dates Pub: DEC 07, 14, 21, 28, 2019: [681, 917, 900, 1007]
- legal-notice: [8, 751, 224, 889]
- notice-file-number: File No. 2019-309094: [1131, 250, 1207, 260]
- notice-heading: FICTITIOUS BUSINESS NAME STATEMENT: [681, 118, 848, 128]
- page-number: 14: [10, 1, 49, 40]
- notice-file-number: File No. 2019-309433: [906, 250, 982, 260]
- legal-notice: [8, 64, 224, 230]
- legal-notice: [682, 785, 899, 893]
- notice-heading: FICTITIOUS BUSINESS NAME STATEMENT: [1131, 343, 1298, 354]
- notice-column: [457, 64, 674, 2544]
